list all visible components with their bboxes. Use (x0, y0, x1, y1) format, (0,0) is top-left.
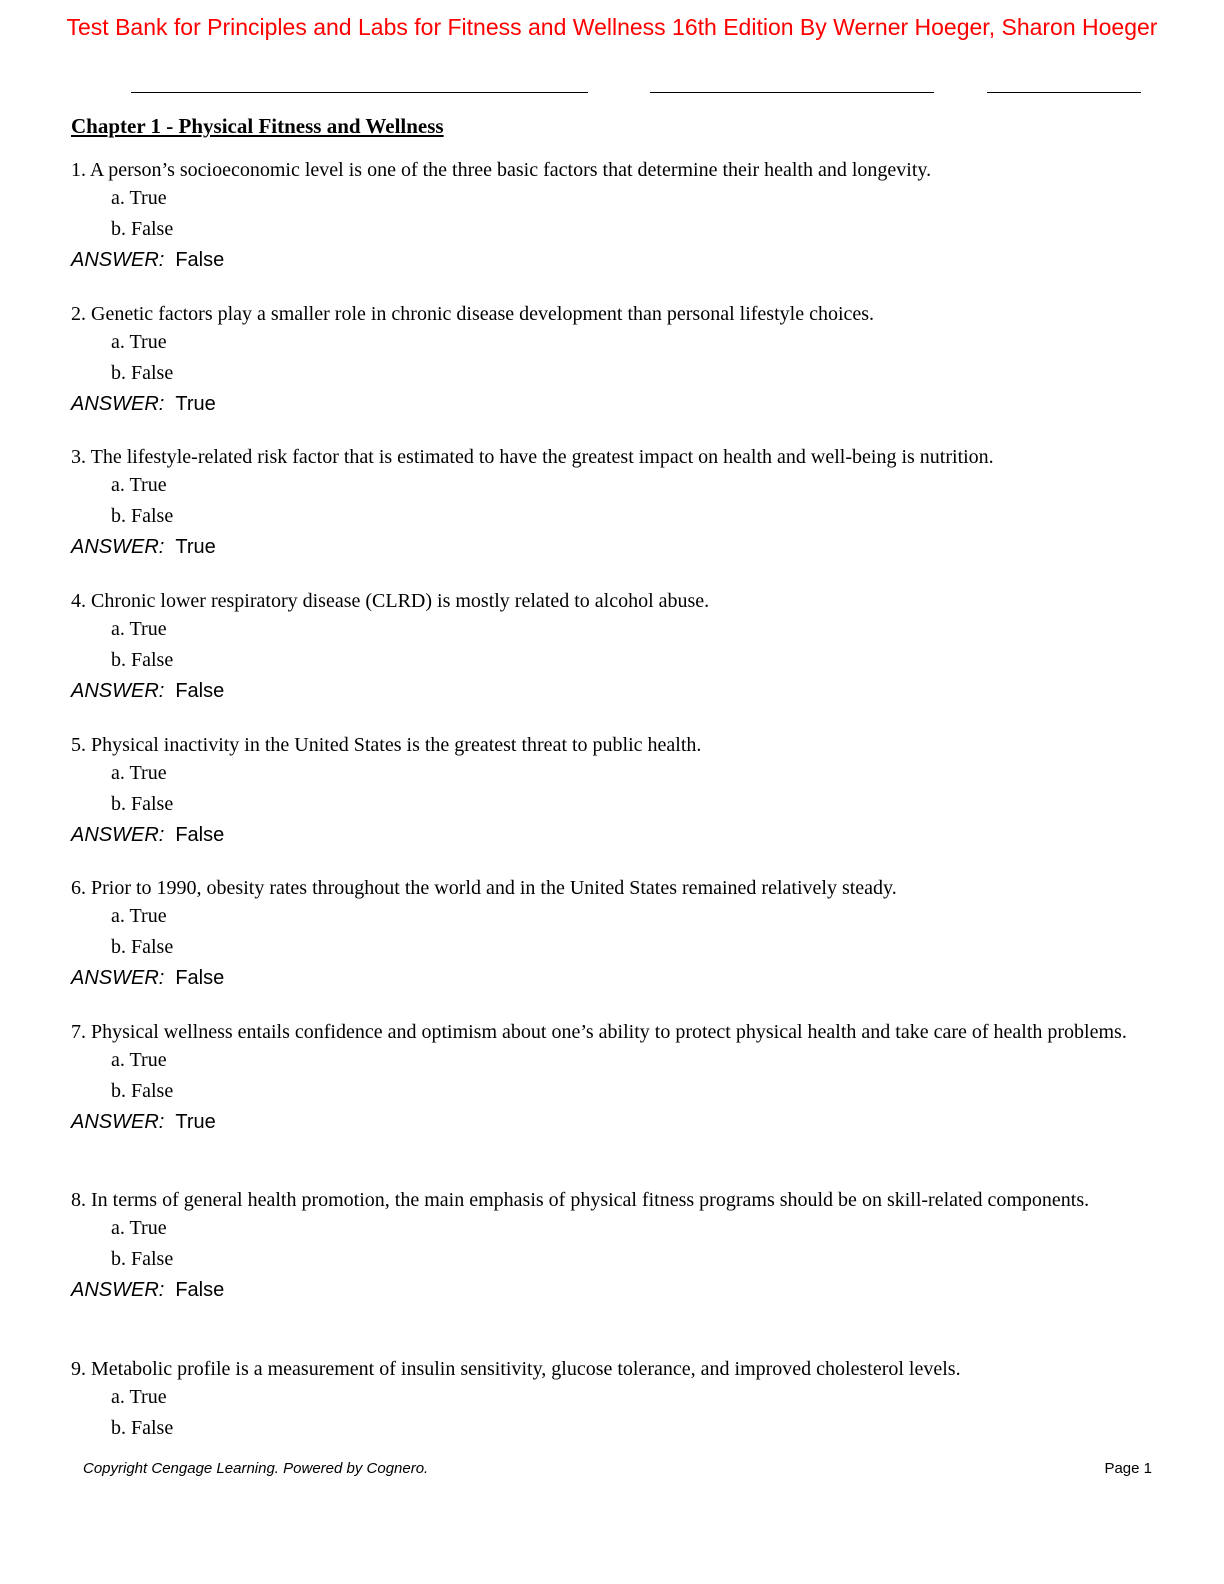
answer-value: False (175, 680, 225, 702)
footer-copyright: Copyright Cengage Learning. Powered by Cognero. (83, 1460, 429, 1477)
answer-option: b. False (111, 1417, 174, 1439)
answer-option: a. True (111, 618, 167, 640)
question-text: 9. Metabolic profile is a measurement of insulin sensitivity, glucose tolerance, and improved cholesterol levels. (71, 1358, 961, 1380)
answer-key (71, 676, 1161, 706)
question-text: 2. Genetic factors play a smaller role in chronic disease development than personal lifestyle choices. (71, 303, 875, 325)
answer-option: a. True (111, 905, 167, 927)
answer-key (71, 532, 1161, 562)
question-text: 4. Chronic lower respiratory disease (CLRD) is mostly related to alcohol abuse. (71, 590, 710, 612)
chapter-title: Chapter 1 - Physical Fitness and Wellness (71, 114, 444, 138)
question-text: 8. In terms of general health promotion, the main emphasis of physical fitness programs should be on skill-related components. (71, 1189, 1090, 1211)
question-item (71, 589, 1161, 706)
answer-option: a. True (111, 1386, 167, 1408)
answer-label: ANSWER: (71, 680, 165, 702)
question-text: 5. Physical inactivity in the United States is the greatest threat to public health. (71, 734, 702, 756)
answer-label: ANSWER: (71, 1279, 165, 1301)
answer-option: b. False (111, 793, 174, 815)
question-item (71, 445, 1161, 562)
answer-label: ANSWER: (71, 967, 165, 989)
answer-value: False (175, 249, 225, 271)
question-item (71, 876, 1161, 993)
question-item (71, 1357, 1161, 1444)
question-text: 1. A person’s socioeconomic level is one of the three basic factors that determine their health and longevity. (71, 159, 932, 181)
answer-key (71, 389, 1161, 419)
answer-key (71, 963, 1161, 993)
answer-value: True (175, 536, 216, 558)
question-item (71, 1188, 1161, 1305)
date-blank-line (987, 92, 1141, 93)
answer-value: False (175, 967, 225, 989)
answer-option: b. False (111, 936, 174, 958)
answer-value: True (175, 1111, 216, 1133)
answer-option: a. True (111, 1049, 167, 1071)
answer-key (71, 1275, 1161, 1305)
answer-key (71, 245, 1161, 275)
question-text: 6. Prior to 1990, obesity rates throughout the world and in the United States remained relatively steady. (71, 877, 897, 899)
answer-label: ANSWER: (71, 824, 165, 846)
answer-label: ANSWER: (71, 393, 165, 415)
answer-option: a. True (111, 1217, 167, 1239)
answer-option: a. True (111, 762, 167, 784)
answer-option: b. False (111, 218, 174, 240)
answer-key (71, 1107, 1161, 1137)
question-text: 7. Physical wellness entails confidence and optimism about one’s ability to protect physical health and take care of health problems. (71, 1021, 1127, 1043)
question-item (71, 1020, 1161, 1137)
document-banner: Test Bank for Principles and Labs for Fitness and Wellness 16th Edition By Werner Hoeger, Sharon Hoeger (66, 14, 1158, 40)
answer-option: b. False (111, 362, 174, 384)
question-item (71, 302, 1161, 419)
question-item (71, 158, 1161, 275)
answer-value: False (175, 824, 225, 846)
answer-option: b. False (111, 505, 174, 527)
answer-label: ANSWER: (71, 536, 165, 558)
answer-key (71, 820, 1161, 850)
answer-option: a. True (111, 331, 167, 353)
answer-value: True (175, 393, 216, 415)
answer-label: ANSWER: (71, 249, 165, 271)
answer-option: a. True (111, 187, 167, 209)
name-blank-line (131, 92, 588, 93)
question-item (71, 733, 1161, 850)
answer-label: ANSWER: (71, 1111, 165, 1133)
answer-value: False (175, 1279, 225, 1301)
question-text: 3. The lifestyle-related risk factor that is estimated to have the greatest impact on health and well-being is nutrition. (71, 446, 994, 468)
footer-page-number: Page 1 (1104, 1460, 1152, 1477)
answer-option: b. False (111, 1248, 174, 1270)
answer-option: a. True (111, 474, 167, 496)
answer-option: b. False (111, 1080, 174, 1102)
answer-option: b. False (111, 649, 174, 671)
class-blank-line (650, 92, 934, 93)
